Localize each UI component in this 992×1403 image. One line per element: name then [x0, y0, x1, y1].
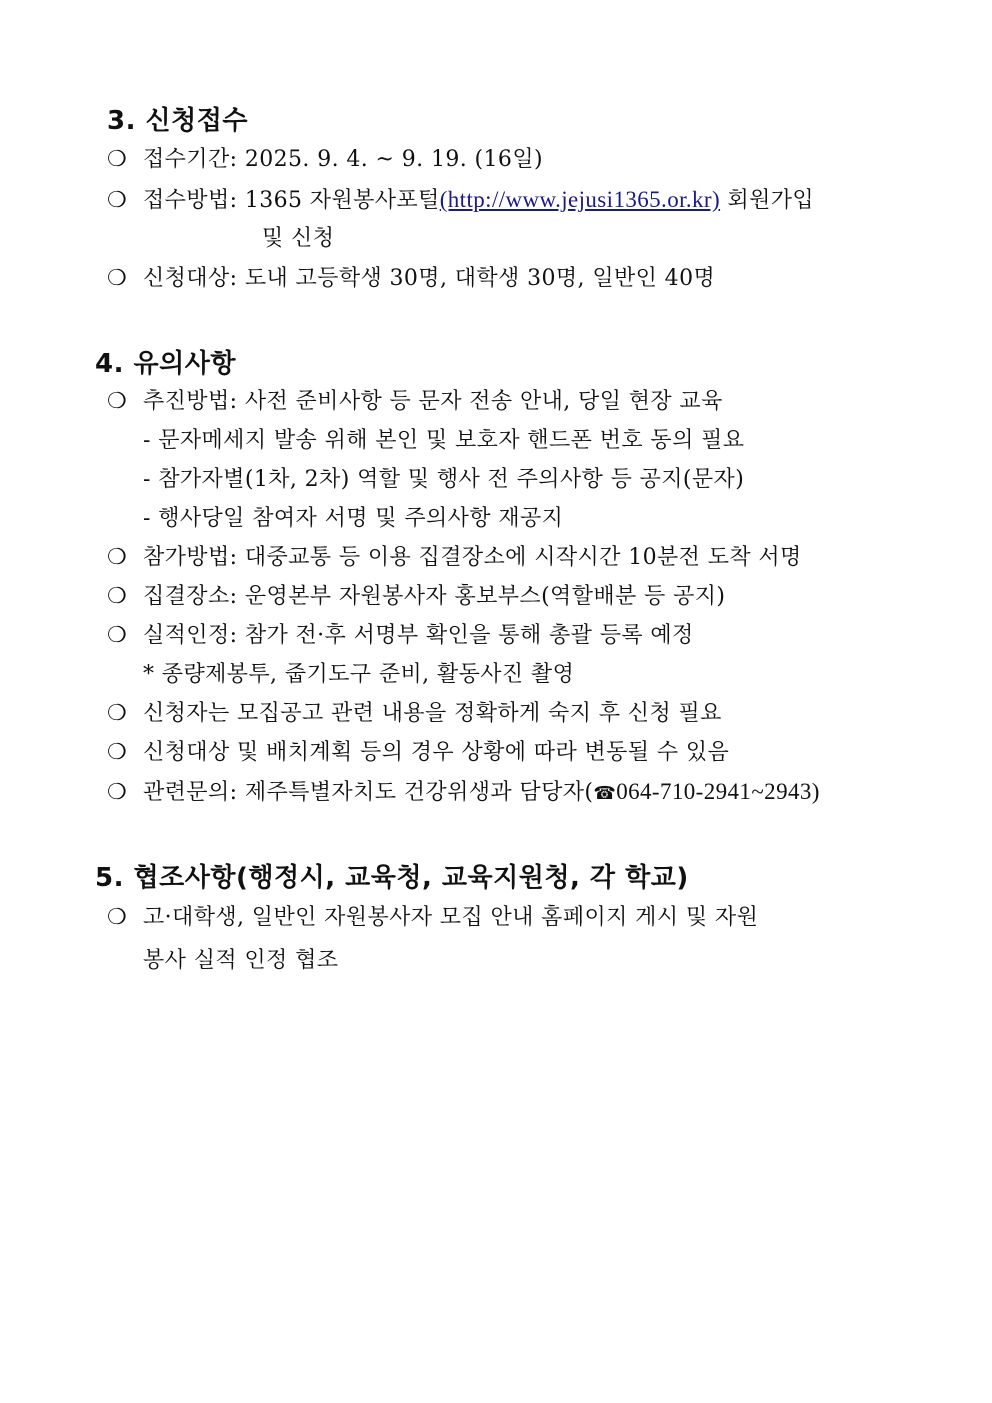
- s4-item-line: [107, 543, 802, 573]
- s4-note-line: * 종량제봉투, 줍기도구 준비, 활동사진 촬영: [143, 662, 575, 687]
- circle-bullet-icon: ❍: [107, 701, 128, 726]
- s4-contact-phone: 064-710-2941~2943): [616, 779, 820, 804]
- s4-contact-line: [107, 777, 820, 809]
- s3-method-prefix: 접수방법: 1365 자원봉사포털: [143, 188, 440, 213]
- section-5-heading: 5. 협조사항(행정시, 교육청, 교육지원청, 각 학교): [95, 863, 689, 893]
- s4-item-text: 실적인정: 참가 전·후 서명부 확인을 통해 총괄 등록 예정: [143, 623, 694, 648]
- s3-method-suffix: 회원가입: [720, 188, 815, 213]
- s4-item-line: [107, 387, 723, 417]
- s3-method-line: [107, 185, 814, 216]
- section-4-heading: 4. 유의사항: [95, 349, 236, 379]
- s4-item-line: [107, 582, 725, 612]
- s3-target-line: [107, 264, 715, 294]
- s4-item-line: [107, 699, 722, 729]
- s5-line-text: 고·대학생, 일반인 자원봉사자 모집 안내 홈페이지 게시 및 자원: [143, 905, 759, 930]
- portal-link[interactable]: (http://www.jejusi1365.or.kr): [439, 187, 721, 212]
- s4-subitem-line: - 행사당일 참여자 서명 및 주의사항 재공지: [143, 506, 564, 531]
- circle-bullet-icon: ❍: [107, 188, 128, 213]
- section-3-heading: 3. 신청접수: [107, 106, 248, 136]
- s4-item-text: 집결장소: 운영본부 자원봉사자 홍보부스(역할배분 등 공지): [143, 584, 726, 609]
- s4-item-line: [107, 738, 729, 768]
- s3-period-text: 접수기간: 2025. 9. 4. ~ 9. 19. (16일): [143, 147, 543, 172]
- s4-subitem-line: - 문자메세지 발송 위해 본인 및 보호자 핸드폰 번호 동의 필요: [143, 428, 745, 453]
- s3-target-text: 신청대상: 도내 고등학생 30명, 대학생 30명, 일반인 40명: [143, 266, 716, 291]
- circle-bullet-icon: ❍: [107, 545, 128, 570]
- s4-item-text: 참가방법: 대중교통 등 이용 집결장소에 시작시간 10분전 도착 서명: [143, 545, 802, 570]
- circle-bullet-icon: ❍: [107, 584, 128, 609]
- telephone-icon: ☎: [593, 783, 617, 804]
- s4-item-line: [107, 621, 694, 651]
- s3-method-continuation: 및 신청: [262, 226, 335, 251]
- s3-period-line: [107, 145, 543, 175]
- s4-subitem-line: - 참가자별(1차, 2차) 역할 및 행사 전 주의사항 등 공지(문자): [143, 467, 745, 492]
- circle-bullet-icon: ❍: [107, 147, 128, 172]
- s4-contact-prefix: 관련문의: 제주특별자치도 건강위생과 담당자(: [143, 780, 594, 805]
- s5-continuation: 봉사 실적 인정 협조: [143, 948, 339, 973]
- circle-bullet-icon: ❍: [107, 389, 128, 414]
- circle-bullet-icon: ❍: [107, 623, 128, 648]
- s4-item-text: 신청자는 모집공고 관련 내용을 정확하게 숙지 후 신청 필요: [143, 701, 722, 726]
- circle-bullet-icon: ❍: [107, 740, 128, 765]
- s4-item-text: 추진방법: 사전 준비사항 등 문자 전송 안내, 당일 현장 교육: [143, 389, 723, 414]
- s5-line: [107, 903, 758, 933]
- s4-item-text: 신청대상 및 배치계획 등의 경우 상황에 따라 변동될 수 있음: [143, 740, 730, 765]
- circle-bullet-icon: ❍: [107, 266, 128, 291]
- circle-bullet-icon: ❍: [107, 905, 128, 930]
- circle-bullet-icon: ❍: [107, 780, 128, 805]
